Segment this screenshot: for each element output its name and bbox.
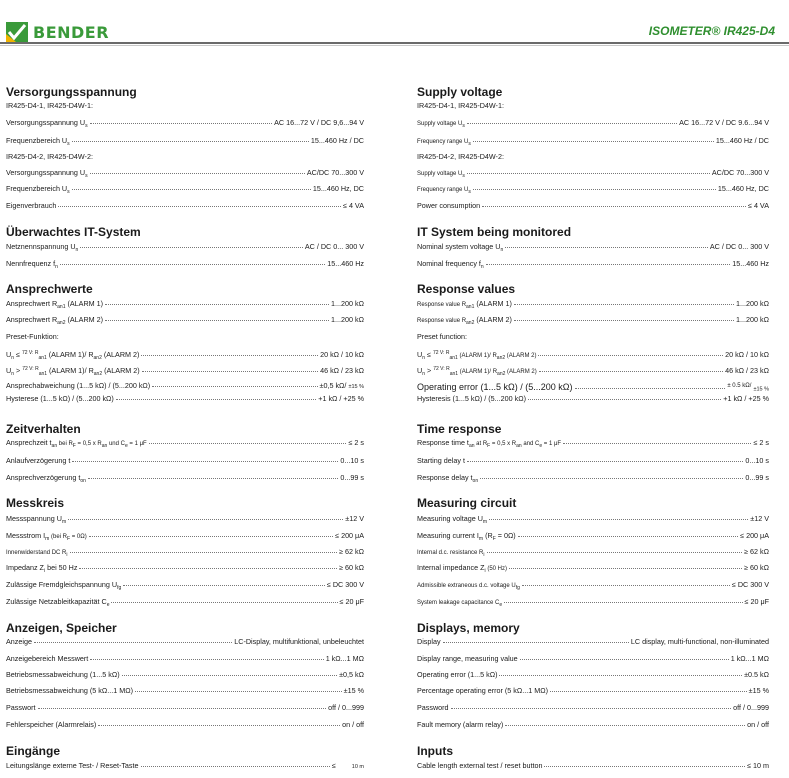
spec-row: Nennfrequenz $f_n$ 15...460 Hz [6,259,364,270]
spec-row: Eigenverbrauch ≤ 4 VA [6,201,364,210]
spec-row: Ansprechverzögerung $t_{on}$ 0...99 s [6,473,364,484]
section-title: IT System being monitored [417,225,572,239]
spec-row: Hysterese (1...5 kΩ) / (5...200 kΩ) +1 kΩ / +25 % [6,394,364,403]
section-title: Measuring circuit [417,496,517,510]
spec-row: Hysteresis (1...5 kΩ) / (5...200 kΩ) +1 kΩ / +25 % [417,394,769,403]
section-title: Displays, memory [417,621,520,635]
section-title: Anzeigen, Speicher [6,621,117,635]
spec-row: Leitungslänge externe Test- / Reset-Taste ≤ 10 m [6,761,364,770]
spec-row: $U_n > ^{72 V: R}_{an1}$ (ALARM 1)/ $R_{an2}$ (ALARM 2) 46 kΩ / 23 kΩ [6,366,364,377]
spec-row: Supply voltage $U_s$ AC 16...72 V / DC 9.6...94 V [417,118,769,129]
spec-row: Anzeige LC-Display, multifunktional, unbeleuchtet [6,637,364,646]
spec-row: Betriebsmessabweichung (5 kΩ...1 MΩ) ±15 % [6,686,364,695]
spec-row: Innenwiderstand DC $R_i$ ≥ 62 kΩ [6,547,364,558]
spec-row: Messstrom $I_m$ (bei $R_F = 0\Omega$) ≤ 200 μA [6,531,364,542]
section-title: Ansprechwerte [6,282,93,296]
spec-row: Response value $R_{an2}$ (ALARM 2) 1...200 kΩ [417,315,769,326]
spec-row: Zulässige Fremdgleichspannung $U_{fg}$ ≤ DC 300 V [6,580,364,591]
section-title: Inputs [417,744,453,758]
spec-row: Response value $R_{an1}$ (ALARM 1) 1...200 kΩ [417,299,769,310]
spec-row: Netznennspannung $U_n$ AC / DC 0... 300 V [6,242,364,253]
spec-row: Operating error (1...5 kΩ) ±0.5 kΩ [417,670,769,679]
spec-row: Password off / 0...999 [417,703,769,712]
spec-row: Betriebsmessabweichung (1...5 kΩ) ±0,5 kΩ [6,670,364,679]
spec-row: $U_n \le ^{72 V: R}_{an1}$ (ALARM 1)/ $R_{an2}$ (ALARM 2) 20 kΩ / 10 kΩ [6,350,364,361]
spec-row: System leakage capacitance $C_e$ ≤ 20 μF [417,597,769,608]
spec-row: Internal d.c. resistance $R_i$ ≥ 62 kΩ [417,547,769,558]
spec-row: Display range, measuring value 1 kΩ...1 MΩ [417,654,769,663]
spec-row: Anzeigebereich Messwert 1 kΩ...1 MΩ [6,654,364,663]
spec-row: Power consumption ≤ 4 VA [417,201,769,210]
spec-row: Messspannung $U_m$ ±12 V [6,514,364,525]
section-title: Versorgungsspannung [6,85,137,99]
spec-row: Cable length external test / reset button ≤ 10 m [417,761,769,770]
spec-row: Ansprechzeit $t_{an}$ bei $R_F = 0,5$ x $R_{an}$ und $C_e = 1$ μF ≤ 2 s [6,438,364,449]
spec-row: IR425-D4-2, IR425-D4W-2: [6,152,93,161]
bender-logo-icon [6,22,28,42]
spec-row: Measuring current $I_m$ $(R_F = 0\Omega)$ ≤ 200 μA [417,531,769,542]
spec-row: Versorgungsspannung $U_s$ AC 16...72 V / DC 9,6...94 V [6,118,364,129]
spec-row: Internal impedance $Z_i$ (50 Hz) ≥ 60 kΩ [417,563,769,574]
section-title: Response values [417,282,516,296]
section-title: Überwachtes IT-System [6,225,141,239]
spec-row: Operating error (1...5 kΩ) / (5...200 kΩ) $^{\pm 0.5 k\Omega/}$ ±15 % [417,382,769,393]
spec-row: Nominal system voltage $U_n$ AC / DC 0... 300 V [417,242,769,253]
spec-row: Preset-Funktion: [6,332,59,341]
section-title: Zeitverhalten [6,422,81,436]
spec-row: Passwort off / 0...999 [6,703,364,712]
page-header [0,0,789,48]
spec-row: Nominal frequency $f_n$ 15...460 Hz [417,259,769,270]
spec-row: Supply voltage $U_s$ AC/DC 70...300 V [417,168,769,179]
spec-row: IR425-D4-2, IR425-D4W-2: [417,152,504,161]
spec-row: Response delay $t_{on}$ 0...99 s [417,473,769,484]
bender-logo [6,20,109,44]
spec-row: Versorgungsspannung $U_s$ AC/DC 70...300 V [6,168,364,179]
spec-row: Admissible extraneous d.c. voltage $U_{fg}$ ≤ DC 300 V [417,580,769,591]
product-title: ISOMETER® IR425-D4 [648,24,775,38]
spec-row: Response time $t_{an}$ at $R_F = 0,5$ x $R_{an}$ and $C_e = 1$ μF ≤ 2 s [417,438,769,449]
spec-row: Anlaufverzögerung t 0...10 s [6,456,364,465]
spec-row: Starting delay t 0...10 s [417,456,769,465]
spec-row: Zulässige Netzableitkapazität $C_e$ ≤ 20 μF [6,597,364,608]
spec-row: Ansprechwert $R_{an1}$ (ALARM 1) 1...200 kΩ [6,299,364,310]
brand-name: BENDER [33,22,110,42]
section-title: Supply voltage [417,85,503,99]
spec-row: Frequenzbereich $U_s$ 15...460 Hz, DC [6,184,364,195]
spec-row: $U_n > ^{72 V: R}_{an1}$ (ALARM 1)/ $R_{an2}$ (ALARM 2) 46 kΩ / 23 kΩ [417,366,769,377]
spec-row: $U_n \le ^{72 V: R}_{an1}$ (ALARM 1)/ $R_{an2}$ (ALARM 2) 20 kΩ / 10 kΩ [417,350,769,361]
spec-row: Impedanz $Z_i$ bei 50 Hz ≥ 60 kΩ [6,563,364,574]
spec-row: Display LC display, multi-functional, non-illuminated [417,637,769,646]
spec-row: Ansprechwert $R_{an2}$ (ALARM 2) 1...200 kΩ [6,315,364,326]
spec-row: Frequency range $U_s$ 15...460 Hz, DC [417,184,769,195]
header-rule-thin [0,45,789,46]
section-title: Eingänge [6,744,61,758]
spec-row: Fault memory (alarm relay) on / off [417,720,769,729]
header-rule [0,42,789,44]
section-title: Time response [417,422,502,436]
spec-row: Preset function: [417,332,467,341]
spec-row: Ansprechabweichung (1...5 kΩ) / (5...200 kΩ) ±0,5 kΩ/ ±15 % [6,381,364,390]
spec-row: IR425-D4-1, IR425-D4W-1: [6,101,93,110]
spec-row: Measuring voltage $U_m$ ±12 V [417,514,769,525]
spec-row: Fehlerspeicher (Alarmrelais) on / off [6,720,364,729]
spec-row: Frequency range $U_s$ 15...460 Hz / DC [417,136,769,147]
spec-row: IR425-D4-1, IR425-D4W-1: [417,101,504,110]
section-title: Messkreis [6,496,65,510]
spec-row: Percentage operating error (5 kΩ...1 MΩ) ±15 % [417,686,769,695]
spec-row: Frequenzbereich $U_s$ 15...460 Hz / DC [6,136,364,147]
